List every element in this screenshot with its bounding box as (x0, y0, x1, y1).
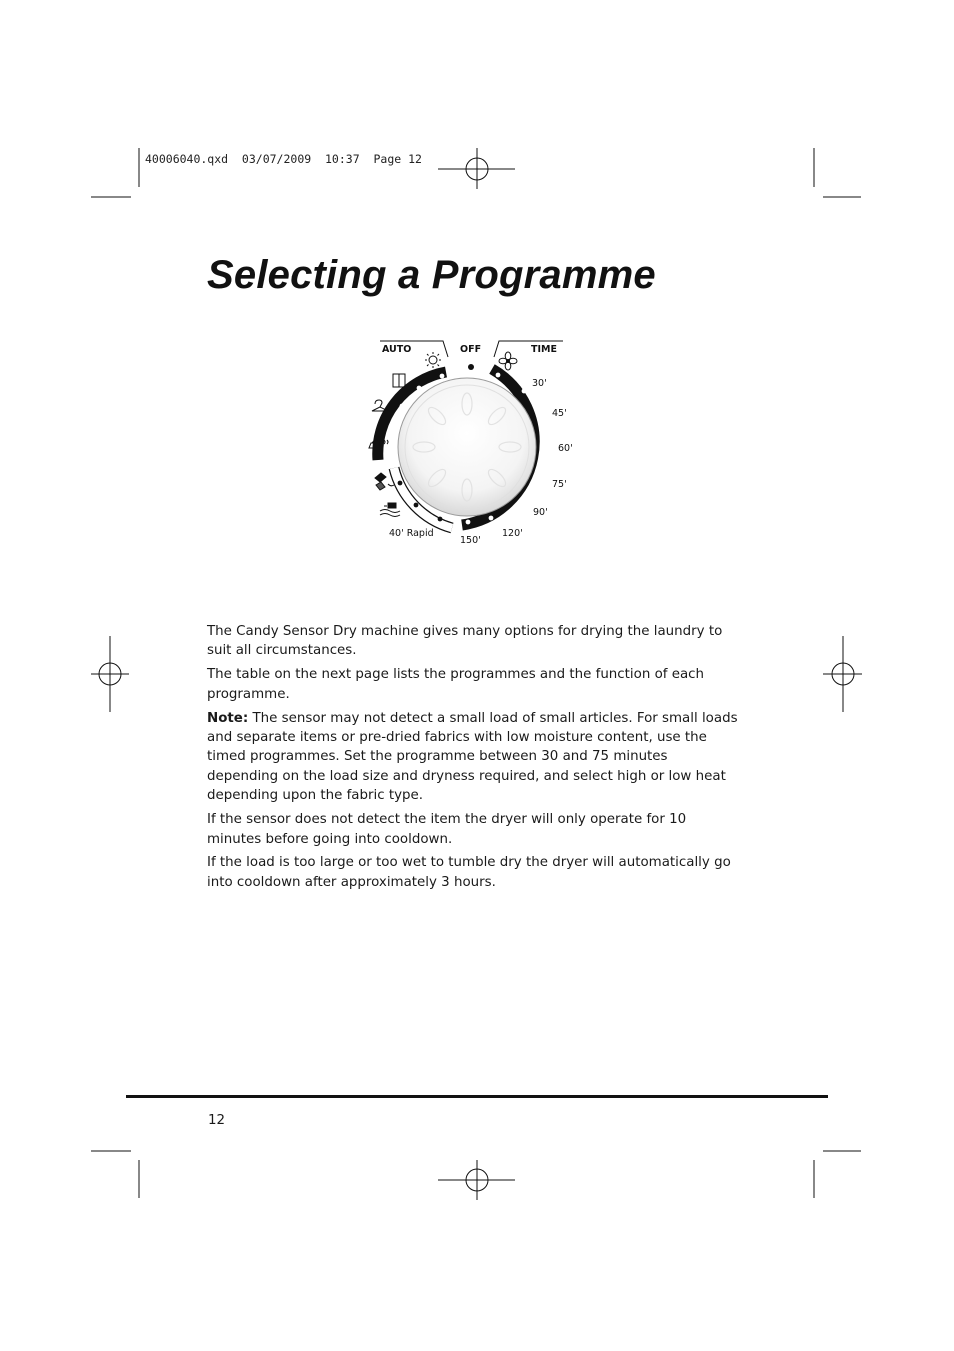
table-reference-paragraph: The table on the next page lists the programmes and the function of each programme. (207, 667, 705, 702)
cupboard-icon (393, 374, 405, 387)
time-30-label: 30' (532, 378, 547, 389)
time-60-label: 60' (558, 443, 573, 454)
sensor-paragraph: If the sensor does not detect the item the dryer will only operate for 10 minutes before going into cooldown. (207, 812, 687, 847)
time-150-label: 150' (460, 535, 481, 546)
body-text (207, 622, 742, 897)
note-label: Note: (207, 710, 249, 726)
time-45-label: 45' (552, 408, 567, 419)
auto-label: AUTO (382, 344, 412, 355)
intro-paragraph: The Candy Sensor Dry machine gives many options for drying the laundry to suit all circumstances. (207, 624, 723, 659)
cooldown-paragraph: If the load is too large or too wet to tumble dry the dryer will automatically go into cooldown after approximately 3 hours. (207, 855, 731, 890)
hanger-icon (372, 400, 388, 411)
programme-dial (355, 335, 595, 550)
time-120-label: 120' (502, 528, 523, 539)
page-title: Selecting a Programme (207, 253, 656, 297)
note-paragraph (207, 709, 742, 806)
file-slug: 40006040.qxd 03/07/2009 10:37 Page 12 (145, 152, 422, 166)
rapid-label: 40' Rapid (389, 528, 434, 539)
time-label: TIME (531, 344, 557, 355)
dial-knob (398, 378, 536, 516)
time-75-label: 75' (552, 479, 567, 490)
off-position-dot (468, 364, 474, 370)
fan-icon (499, 352, 517, 370)
time-90-label: 90' (533, 507, 548, 518)
wool-icon (380, 503, 400, 517)
off-label: OFF (460, 344, 482, 355)
sun-icon (425, 352, 441, 368)
footer-rule (126, 1095, 828, 1098)
page-number: 12 (208, 1113, 226, 1128)
note-text: The sensor may not detect a small load of small articles. For small loads and separate items or pre-dried fabrics with low moisture content, use the timed programmes. Set the programme between 30 and 75 minutes depending on the load size and dryness required, and select high or low heat depending upon the fabric type. (207, 710, 738, 804)
